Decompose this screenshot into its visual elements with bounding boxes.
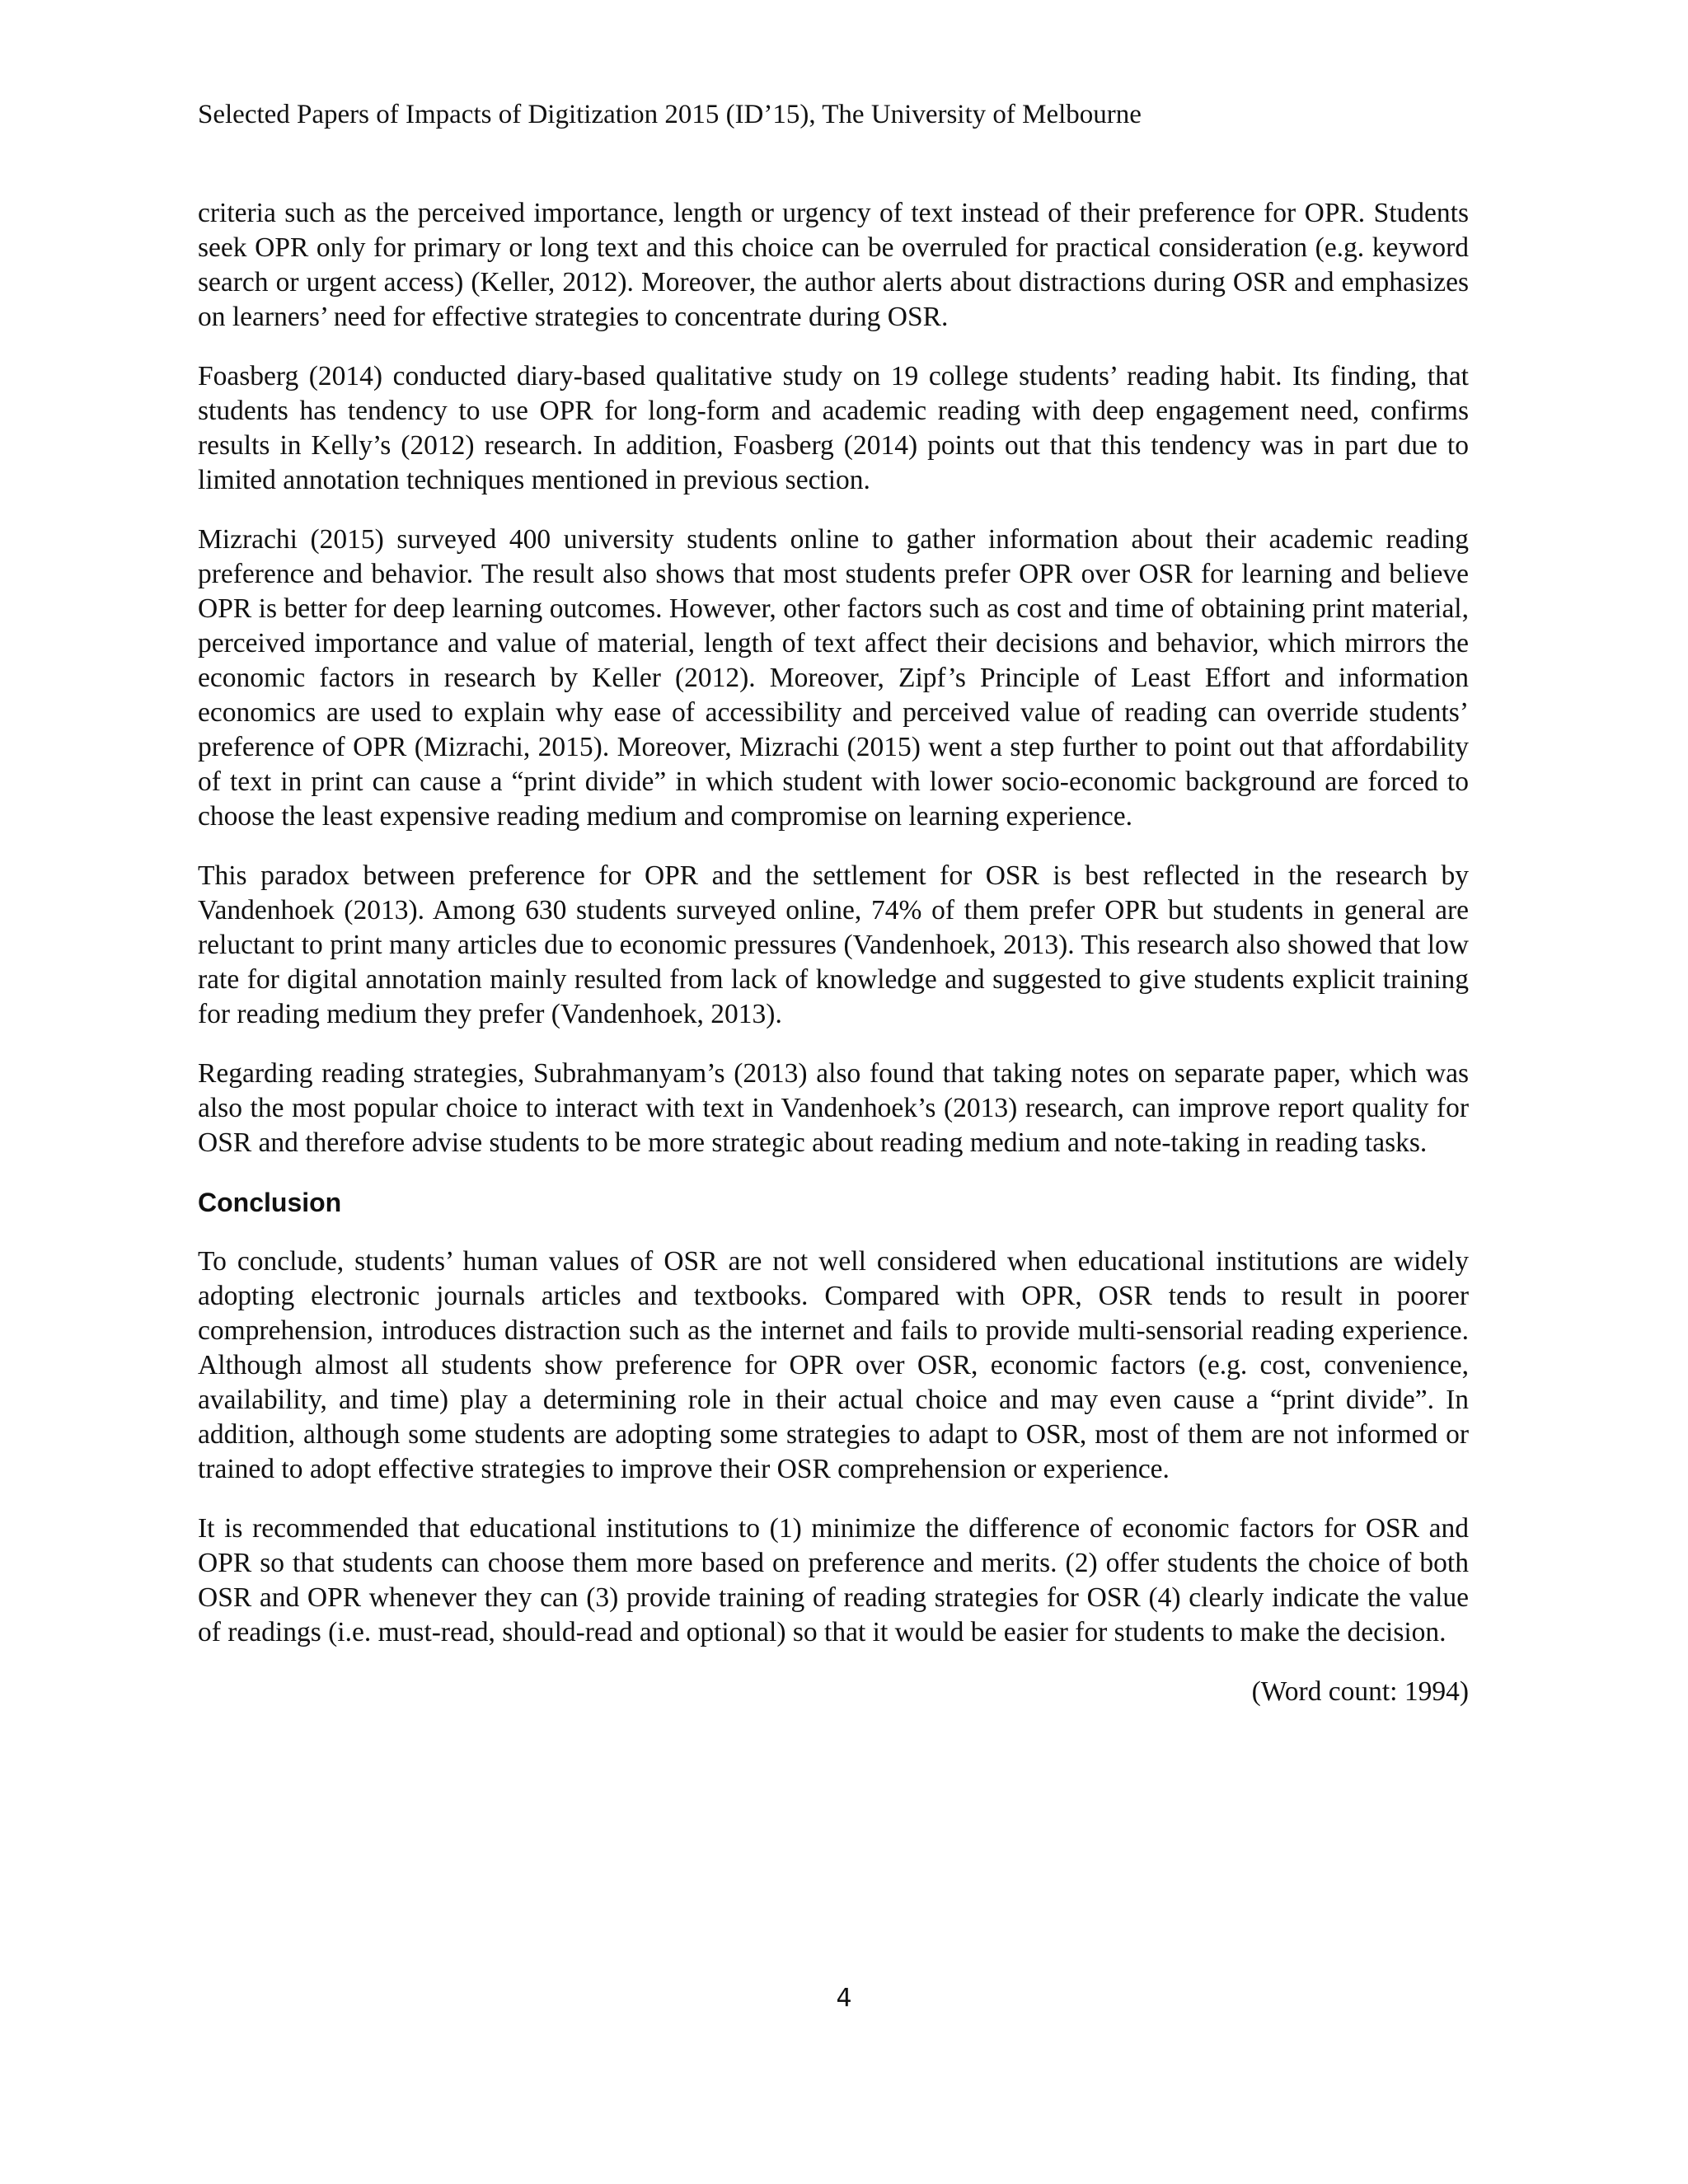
paragraph-vandenhoek: This paradox between preference for OPR and the settlement for OSR is best reflected in the research by Vandenhoek (2013). Among 630 students surveyed online, 74% of them prefer OPR but students in general are reluctant to print many articles due to economic pressures (Vandenhoek, 2013). This research also showed that low rate for digital annotation mainly resulted from lack of knowledge and suggested to give students explicit training for reading medium they prefer (Vandenhoek, 2013). bbox=[198, 860, 1469, 1029]
page-number: 4 bbox=[836, 1984, 852, 2013]
body-text bbox=[198, 196, 1469, 1709]
paragraph-reading-strategies: Regarding reading strategies, Subrahmanyam’s (2013) also found that taking notes on separate paper, which was also the most popular choice to interact with text in Vandenhoek’s (2013) research, can improve report quality for OSR and therefore advise students to be more strategic about reading medium and note-taking in reading tasks. bbox=[198, 1058, 1469, 1158]
paragraph-keller-criteria: criteria such as the perceived importance, length or urgency of text instead of their preference for OPR. Students seek OPR only for primary or long text and this choice can be overruled for practical consideration (e.g. keyword search or urgent access) (Keller, 2012). Moreover, the author alerts about distractions during OSR and emphasizes on learners’ need for effective strategies to concentrate during OSR. bbox=[198, 198, 1469, 332]
word-count: (Word count: 1994) bbox=[1251, 1676, 1469, 1707]
paragraph-recommendations: It is recommended that educational institutions to (1) minimize the difference of economic factors for OSR and OPR so that students can choose them more based on preference and merits. (2) offer students the choice of both OSR and OPR whenever they can (3) provide training of reading strategies for OSR (4) clearly indicate the value of readings (i.e. must-read, should-read and optional) so that it would be easier for students to make the decision. bbox=[198, 1513, 1469, 1647]
paragraph-foasberg: Foasberg (2014) conducted diary-based qualitative study on 19 college students’ reading habit. Its finding, that students has tendency to use OPR for long-form and academic reading with deep engagement need, confirms results in Kelly’s (2012) research. In addition, Foasberg (2014) points out that this tendency was in part due to limited annotation techniques mentioned in previous section. bbox=[198, 361, 1469, 495]
paragraph-mizrachi: Mizrachi (2015) surveyed 400 university students online to gather information about their academic reading preference and behavior. The result also shows that most students prefer OPR over OSR for learning and believe OPR is better for deep learning outcomes. However, other factors such as cost and time of obtaining print material, perceived importance and value of material, length of text affect their decisions and behavior, which mirrors the economic factors in research by Keller (2012). Moreover, Zipf’s Principle of Least Effort and information economics are used to explain why ease of accessibility and perceived value of reading can override students’ preference of OPR (Mizrachi, 2015). Moreover, Mizrachi (2015) went a step further to point out that affordability of text in print can cause a “print divide” in which student with lower socio-economic background are forced to choose the least expensive reading medium and compromise on learning experience. bbox=[198, 524, 1469, 832]
running-header: Selected Papers of Impacts of Digitization 2015 (ID’15), The University of Melbourne bbox=[198, 100, 1142, 129]
paragraph-conclusion-summary: To conclude, students’ human values of OSR are not well considered when educational institutions are widely adopting electronic journals articles and textbooks. Compared with OPR, OSR tends to result in poorer comprehension, introduces distraction such as the internet and fails to provide multi-sensorial reading experience. Although almost all students show preference for OPR over OSR, economic factors (e.g. cost, convenience, availability, and time) play a determining role in their actual choice and may even cause a “print divide”. In addition, although some students are adopting some strategies to adapt to OSR, most of them are not informed or trained to adopt effective strategies to improve their OSR comprehension or experience. bbox=[198, 1246, 1469, 1484]
section-heading-conclusion: Conclusion bbox=[198, 1188, 342, 1217]
